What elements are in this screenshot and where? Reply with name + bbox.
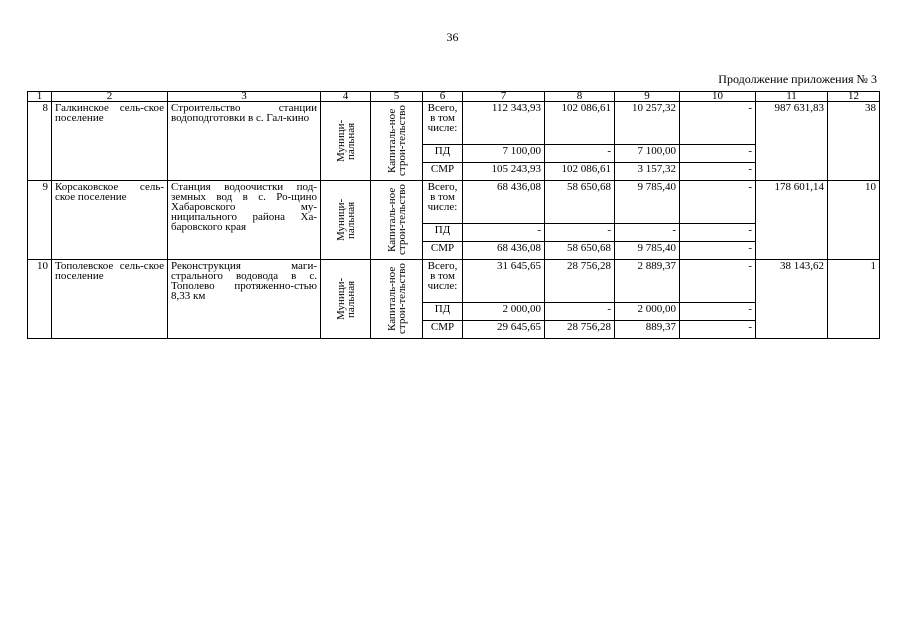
appendix-caption: Продолжение приложения № 3	[718, 72, 877, 86]
settlement-name: Корсаковское сель-ское поселение	[52, 181, 168, 260]
line-label: ПД	[423, 303, 463, 321]
column-header: 2	[52, 92, 168, 102]
column-header: 8	[545, 92, 615, 102]
table-row	[28, 260, 880, 303]
row-number: 10	[28, 260, 52, 339]
value-col8: 102 086,61	[545, 163, 615, 181]
row-number: 8	[28, 102, 52, 181]
value-col8: 28 756,28	[545, 321, 615, 339]
value-col7: 68 436,08	[463, 181, 545, 224]
column-header: 10	[680, 92, 756, 102]
value-col8: -	[545, 145, 615, 163]
settlement-name: Галкинское сель-ское поселение	[52, 102, 168, 181]
value-col8: 102 086,61	[545, 102, 615, 145]
line-label: ПД	[423, 145, 463, 163]
row-number: 9	[28, 181, 52, 260]
value-col8: 58 650,68	[545, 181, 615, 224]
line-label: Всего, в том числе:	[423, 181, 463, 224]
value-col10: -	[680, 145, 756, 163]
column-header: 1	[28, 92, 52, 102]
ownership-cell	[321, 181, 371, 260]
value-col10: -	[680, 181, 756, 224]
value-col8: -	[545, 303, 615, 321]
financing-table	[27, 91, 880, 339]
value-col12: 1	[828, 260, 880, 339]
value-col12: 38	[828, 102, 880, 181]
value-col8: -	[545, 224, 615, 242]
column-header: 9	[615, 92, 680, 102]
value-col7: 105 243,93	[463, 163, 545, 181]
settlement-name: Тополевское сель-ское поселение	[52, 260, 168, 339]
value-col7: 31 645,65	[463, 260, 545, 303]
work-type-cell	[371, 181, 423, 260]
value-col9: -	[615, 224, 680, 242]
value-col10: -	[680, 242, 756, 260]
value-col7: 112 343,93	[463, 102, 545, 145]
header-row	[28, 92, 880, 102]
object-name: Строительство станции водоподготовки в с. Гал-кино	[168, 102, 321, 181]
ownership-text: Муници-пальная	[334, 198, 357, 242]
value-col9: 889,37	[615, 321, 680, 339]
value-col7: 7 100,00	[463, 145, 545, 163]
work-type-text: Капиталь-ное строи-тельство	[385, 184, 408, 256]
value-col10: -	[680, 224, 756, 242]
line-label: СМР	[423, 321, 463, 339]
column-header: 4	[321, 92, 371, 102]
value-col9: 9 785,40	[615, 181, 680, 224]
line-label: ПД	[423, 224, 463, 242]
value-col10: -	[680, 303, 756, 321]
value-col9: 2 889,37	[615, 260, 680, 303]
work-type-text: Капиталь-ное строи-тельство	[385, 105, 408, 177]
value-col11: 38 143,62	[756, 260, 828, 339]
column-header: 11	[756, 92, 828, 102]
value-col10: -	[680, 163, 756, 181]
value-col9: 10 257,32	[615, 102, 680, 145]
column-header: 5	[371, 92, 423, 102]
value-col7: 68 436,08	[463, 242, 545, 260]
value-col7: 29 645,65	[463, 321, 545, 339]
table-row	[28, 181, 880, 224]
value-col9: 3 157,32	[615, 163, 680, 181]
column-header: 3	[168, 92, 321, 102]
ownership-cell	[321, 260, 371, 339]
column-header: 6	[423, 92, 463, 102]
line-label: Всего, в том числе:	[423, 102, 463, 145]
object-name: Реконструкция маги-стрального водовода в с. Тополево протяженно-стью 8,33 км	[168, 260, 321, 339]
value-col12: 10	[828, 181, 880, 260]
value-col7: 2 000,00	[463, 303, 545, 321]
work-type-cell	[371, 102, 423, 181]
line-label: СМР	[423, 242, 463, 260]
value-col9: 9 785,40	[615, 242, 680, 260]
value-col9: 7 100,00	[615, 145, 680, 163]
value-col9: 2 000,00	[615, 303, 680, 321]
table-row	[28, 102, 880, 145]
value-col8: 58 650,68	[545, 242, 615, 260]
line-label: Всего, в том числе:	[423, 260, 463, 303]
value-col10: -	[680, 321, 756, 339]
work-type-cell	[371, 260, 423, 339]
column-header: 7	[463, 92, 545, 102]
ownership-text: Муници-пальная	[334, 119, 357, 163]
value-col7: -	[463, 224, 545, 242]
value-col11: 987 631,83	[756, 102, 828, 181]
value-col10: -	[680, 102, 756, 145]
object-name: Станция водоочистки под-земных вод в с. Ро-щино Хабаровского му-ниципального района Ха-баровского края	[168, 181, 321, 260]
column-header: 12	[828, 92, 880, 102]
value-col11: 178 601,14	[756, 181, 828, 260]
page-number: 36	[446, 30, 459, 44]
value-col8: 28 756,28	[545, 260, 615, 303]
ownership-text: Муници-пальная	[334, 277, 357, 321]
work-type-text: Капиталь-ное строи-тельство	[385, 263, 408, 335]
ownership-cell	[321, 102, 371, 181]
value-col10: -	[680, 260, 756, 303]
line-label: СМР	[423, 163, 463, 181]
